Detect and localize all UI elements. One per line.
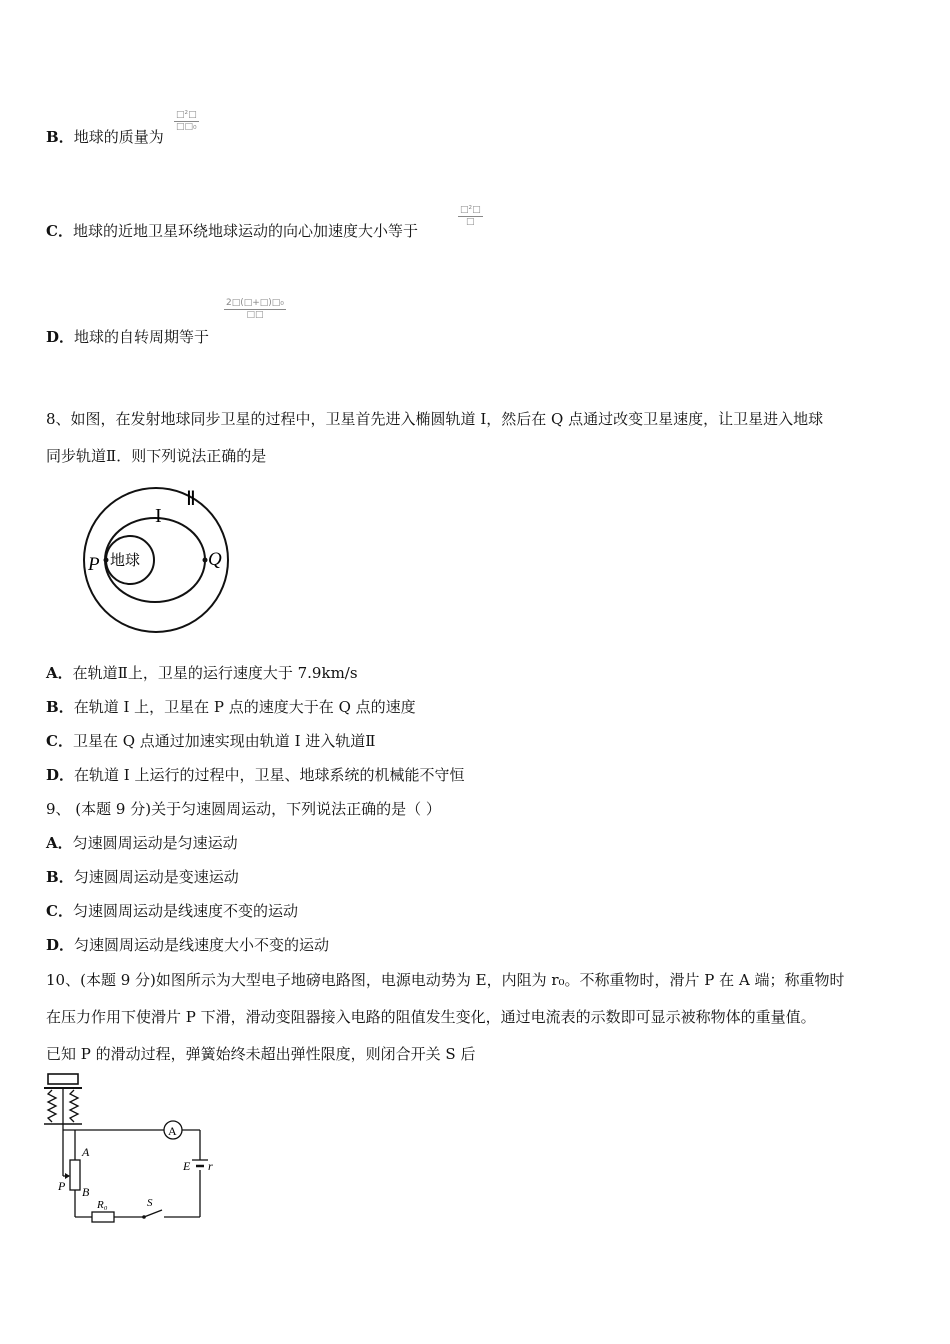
option-letter: A <box>46 834 58 852</box>
q9-option-b: B．匀速圆周运动是变速运动 <box>46 868 239 886</box>
q9-stem: 9、 (本题 9 分)关于匀速圆周运动，下列说法正确的是（ ） <box>46 800 441 818</box>
emf-label: E <box>183 1159 191 1173</box>
q7-option-c: C．地球的近地卫星环绕地球运动的向心加速度大小等于 <box>46 222 418 240</box>
option-letter: D <box>46 328 60 346</box>
formula-denominator: □□₀ <box>176 122 197 132</box>
rheostat <box>70 1160 80 1190</box>
slider-arrowhead <box>65 1173 70 1179</box>
point-p-label: P <box>88 554 100 575</box>
orbit-2-label: Ⅱ <box>186 488 196 510</box>
formula-denominator: □□ <box>246 310 264 320</box>
resistor-r0-label: R₀ <box>97 1199 108 1211</box>
option-text: 匀速圆周运动是匀速运动 <box>72 834 238 852</box>
rheostat-end-a-label: A <box>82 1145 90 1159</box>
option-letter: D <box>46 936 60 954</box>
option-letter: C <box>46 902 58 920</box>
option-letter: C <box>46 732 58 750</box>
spring-right <box>70 1090 78 1122</box>
q10-stem-line3: 已知 P 的滑动过程，弹簧始终未超出弹性限度，则闭合开关 S 后 <box>46 1045 476 1063</box>
platform <box>48 1074 78 1084</box>
spring-left <box>48 1090 56 1122</box>
switch-lever <box>144 1210 162 1217</box>
option-text: 地球的自转周期等于 <box>74 328 210 346</box>
option-text: 匀速圆周运动是变速运动 <box>73 868 239 886</box>
formula-numerator: 2□(□+□)□₀ <box>226 298 284 308</box>
q7-option-c-formula <box>458 205 483 228</box>
option-text: 地球的质量为 <box>73 128 164 146</box>
rheostat-end-b-label: B <box>82 1185 90 1199</box>
q8-option-b: B．在轨道 I 上，卫星在 P 点的速度大于在 Q 点的速度 <box>46 698 416 716</box>
q8-option-c: C．卫星在 Q 点通过加速实现由轨道 I 进入轨道Ⅱ <box>46 732 376 750</box>
q8-stem-line2: 同步轨道Ⅱ．则下列说法正确的是 <box>46 447 267 465</box>
option-letter: A <box>46 664 58 682</box>
option-text: 地球的近地卫星环绕地球运动的向心加速度大小等于 <box>72 222 418 240</box>
orbit-diagram <box>46 480 246 640</box>
point-q <box>203 558 208 563</box>
earth-label: 地球 <box>110 553 141 569</box>
formula-numerator: □²□ <box>460 205 481 215</box>
option-letter: D <box>46 766 60 784</box>
option-text: 卫星在 Q 点通过加速实现由轨道 I 进入轨道Ⅱ <box>72 732 376 750</box>
q8-stem-line1: 8、如图，在发射地球同步卫星的过程中，卫星首先进入椭圆轨道 I，然后在 Q 点通过改变卫星速度，让卫星进入地球 <box>46 410 824 428</box>
q8-option-d: D．在轨道 I 上运行的过程中，卫星、地球系统的机械能不守恒 <box>46 766 465 784</box>
resistor-r0 <box>92 1212 114 1222</box>
slider-label: P <box>58 1179 66 1193</box>
orbit-1-label: I <box>155 505 162 527</box>
q9-option-a: A．匀速圆周运动是匀速运动 <box>46 834 238 852</box>
q8-option-a: A．在轨道Ⅱ上，卫星的运行速度大于 7.9km/s <box>46 664 358 682</box>
point-p <box>104 558 109 563</box>
q10-stem-line2: 在压力作用下使滑片 P 下滑，滑动变阻器接入电路的阻值发生变化，通过电流表的示数即可显示被称物体的重量值。 <box>46 1008 816 1026</box>
option-text: 匀速圆周运动是线速度大小不变的运动 <box>74 936 330 954</box>
q7-option-d-formula <box>224 298 286 321</box>
q7-option-b-formula <box>174 110 199 133</box>
weighbridge-circuit-diagram <box>38 1072 218 1232</box>
option-letter: B <box>46 868 59 886</box>
option-text: 在轨道Ⅱ上，卫星的运行速度大于 7.9km/s <box>72 664 358 682</box>
q9-option-d: D．匀速圆周运动是线速度大小不变的运动 <box>46 936 330 954</box>
q7-option-b: B．地球的质量为 <box>46 128 164 146</box>
option-text: 在轨道 I 上运行的过程中，卫星、地球系统的机械能不守恒 <box>74 766 465 784</box>
formula-numerator: □²□ <box>176 110 197 120</box>
q7-option-d: D．地球的自转周期等于 <box>46 328 210 346</box>
q9-option-c: C．匀速圆周运动是线速度不变的运动 <box>46 902 298 920</box>
option-letter: C <box>46 222 58 240</box>
switch-label: S <box>147 1197 153 1209</box>
option-text: 在轨道 I 上，卫星在 P 点的速度大于在 Q 点的速度 <box>73 698 416 716</box>
internal-resistance-label: r <box>208 1159 213 1173</box>
formula-denominator: □ <box>466 217 475 227</box>
option-text: 匀速圆周运动是线速度不变的运动 <box>72 902 298 920</box>
option-letter: B <box>46 128 59 146</box>
point-q-label: Q <box>208 549 222 570</box>
ammeter-label: A <box>168 1124 177 1138</box>
option-letter: B <box>46 698 59 716</box>
q10-stem-line1: 10、(本题 9 分)如图所示为大型电子地磅电路图，电源电动势为 E，内阻为 r₀。不称重物时，滑片 P 在 A 端；称重物时 <box>46 971 845 989</box>
